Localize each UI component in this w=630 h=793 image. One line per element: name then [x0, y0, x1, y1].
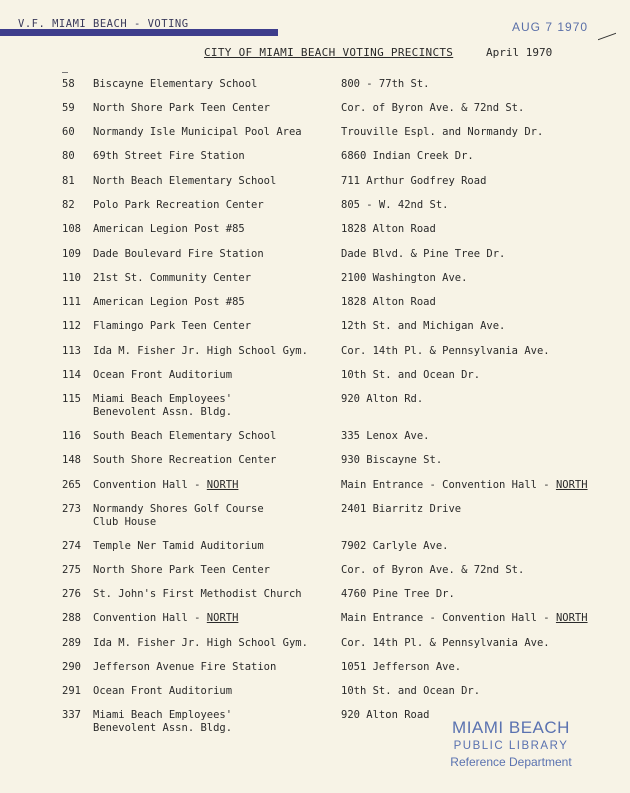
precinct-number: 115 — [62, 393, 81, 405]
precinct-location-emphasis: NORTH — [206, 479, 239, 491]
precinct-address-text: Trouville Espl. and Normandy Dr. — [341, 126, 544, 138]
precinct-address — [341, 479, 601, 492]
precinct-address-emphasis: NORTH — [555, 479, 588, 491]
precinct-location-text: 21st St. Community Center — [93, 272, 252, 284]
precinct-location-text: Ida M. Fisher Jr. High School Gym. — [93, 637, 308, 649]
precinct-location-text: North Shore Park Teen Center — [93, 102, 271, 114]
precinct-address — [341, 150, 601, 163]
precinct-location — [93, 685, 328, 698]
precinct-address-text: 10th St. and Ocean Dr. — [341, 685, 481, 697]
precinct-number: 291 — [62, 685, 81, 697]
precinct-number: 110 — [62, 272, 81, 284]
precinct-location — [93, 150, 328, 163]
precinct-location — [93, 709, 328, 735]
precinct-location-text: South Shore Recreation Center — [93, 454, 277, 466]
precinct-location — [93, 78, 328, 91]
precinct-address — [341, 369, 601, 382]
precinct-address-text: 4760 Pine Tree Dr. — [341, 588, 455, 600]
precinct-location-text: American Legion Post #85 — [93, 223, 245, 235]
precinct-address — [341, 102, 601, 115]
precinct-address-text: 930 Biscayne St. — [341, 454, 443, 466]
precinct-location — [93, 369, 328, 382]
precinct-address — [341, 637, 601, 650]
precinct-number: 58 — [62, 78, 75, 90]
precinct-location-text: Normandy Shores Golf Course Club House — [93, 503, 264, 528]
precinct-address — [341, 430, 601, 443]
precinct-address-text: 1828 Alton Road — [341, 223, 436, 235]
precinct-address — [341, 248, 601, 261]
precinct-location-text: Flamingo Park Teen Center — [93, 320, 252, 332]
library-stamp — [436, 718, 586, 770]
precinct-address-text: Main Entrance - Convention Hall - — [341, 479, 556, 491]
precinct-address-text: 2100 Washington Ave. — [341, 272, 468, 284]
precinct-address — [341, 126, 601, 139]
precinct-location — [93, 661, 328, 674]
precinct-location — [93, 320, 328, 333]
precinct-location-text: Normandy Isle Municipal Pool Area — [93, 126, 302, 138]
precinct-address-text: 7902 Carlyle Ave. — [341, 540, 449, 552]
folder-tab — [0, 14, 278, 36]
precinct-location-text: Polo Park Recreation Center — [93, 199, 264, 211]
precinct-location — [93, 126, 328, 139]
precinct-location — [93, 430, 328, 443]
precinct-address — [341, 223, 601, 236]
precinct-address — [341, 175, 601, 188]
precinct-number: 82 — [62, 199, 75, 211]
precinct-location — [93, 248, 328, 261]
precinct-address-text: 1051 Jefferson Ave. — [341, 661, 462, 673]
precinct-number: 275 — [62, 564, 81, 576]
precinct-number: 274 — [62, 540, 81, 552]
precinct-address-text: 920 Alton Rd. — [341, 393, 424, 405]
precinct-location-text: North Shore Park Teen Center — [93, 564, 271, 576]
precinct-location — [93, 296, 328, 309]
precinct-location-text: Miami Beach Employees' Benevolent Assn. Bldg. — [93, 393, 233, 418]
precinct-address-text: Cor. 14th Pl. & Pennsylvania Ave. — [341, 345, 550, 357]
precinct-number: 290 — [62, 661, 81, 673]
precinct-number: 337 — [62, 709, 81, 721]
precinct-address-text: Dade Blvd. & Pine Tree Dr. — [341, 248, 506, 260]
precinct-number: 273 — [62, 503, 81, 515]
precinct-address — [341, 393, 601, 406]
precinct-address-text: 6860 Indian Creek Dr. — [341, 150, 474, 162]
precinct-location-text: South Beach Elementary School — [93, 430, 277, 442]
document-title: CITY OF MIAMI BEACH VOTING PRECINCTS — [204, 46, 454, 59]
precinct-address — [341, 612, 601, 625]
precinct-number: 114 — [62, 369, 81, 381]
precinct-address-text: 805 - W. 42nd St. — [341, 199, 449, 211]
precinct-location-text: St. John's First Methodist Church — [93, 588, 302, 600]
pencil-mark — [62, 72, 68, 73]
precinct-location — [93, 588, 328, 601]
precinct-location-text: American Legion Post #85 — [93, 296, 245, 308]
folder-tab-label: V.F. MIAMI BEACH - VOTING — [18, 18, 189, 30]
precinct-location — [93, 393, 328, 419]
precinct-location — [93, 272, 328, 285]
precinct-address — [341, 199, 601, 212]
precinct-address-text: 2401 Biarritz Drive — [341, 503, 462, 515]
precinct-address — [341, 540, 601, 553]
precinct-location-text: Temple Ner Tamid Auditorium — [93, 540, 264, 552]
precinct-address-text: 335 Lenox Ave. — [341, 430, 430, 442]
precinct-number: 81 — [62, 175, 75, 187]
precinct-address-text: 10th St. and Ocean Dr. — [341, 369, 481, 381]
precinct-number: 276 — [62, 588, 81, 600]
precinct-location-text: Convention Hall - — [93, 479, 207, 491]
precinct-location — [93, 540, 328, 553]
precinct-address-text: Cor. 14th Pl. & Pennsylvania Ave. — [341, 637, 550, 649]
precinct-number: 148 — [62, 454, 81, 466]
precinct-address-text: Cor. of Byron Ave. & 72nd St. — [341, 102, 525, 114]
precinct-location — [93, 637, 328, 650]
precinct-location — [93, 612, 328, 625]
precinct-address — [341, 320, 601, 333]
precinct-number: 288 — [62, 612, 81, 624]
precinct-location-text: Miami Beach Employees' Benevolent Assn. Bldg. — [93, 709, 233, 734]
precinct-address-text: 920 Alton Road — [341, 709, 430, 721]
precinct-location-emphasis: NORTH — [206, 612, 239, 624]
precinct-address — [341, 503, 601, 516]
precinct-address — [341, 564, 601, 577]
precinct-address — [341, 661, 601, 674]
precinct-location-text: Convention Hall - — [93, 612, 207, 624]
precinct-location — [93, 102, 328, 115]
precinct-number: 289 — [62, 637, 81, 649]
check-mark-icon — [598, 23, 616, 41]
precinct-location — [93, 345, 328, 358]
precinct-address — [341, 345, 601, 358]
precinct-location-text: Biscayne Elementary School — [93, 78, 258, 90]
precinct-location-text: Ocean Front Auditorium — [93, 369, 233, 381]
precinct-address-text: Main Entrance - Convention Hall - — [341, 612, 556, 624]
precinct-address — [341, 296, 601, 309]
precinct-number: 113 — [62, 345, 81, 357]
precinct-location — [93, 223, 328, 236]
library-stamp-line3: Reference Department — [450, 755, 572, 769]
precinct-location — [93, 564, 328, 577]
precinct-address-emphasis: NORTH — [555, 612, 588, 624]
received-date-stamp: AUG 7 1970 — [512, 20, 589, 34]
precinct-number: 116 — [62, 430, 81, 442]
precinct-location — [93, 503, 328, 529]
precinct-address-text: Cor. of Byron Ave. & 72nd St. — [341, 564, 525, 576]
precinct-number: 60 — [62, 126, 75, 138]
precinct-location-text: North Beach Elementary School — [93, 175, 277, 187]
precinct-address-text: 1828 Alton Road — [341, 296, 436, 308]
precinct-address — [341, 272, 601, 285]
precinct-location-text: Dade Boulevard Fire Station — [93, 248, 264, 260]
precinct-address-text: 711 Arthur Godfrey Road — [341, 175, 487, 187]
precinct-number: 59 — [62, 102, 75, 114]
precinct-address-text: 800 - 77th St. — [341, 78, 430, 90]
precinct-location — [93, 454, 328, 467]
precinct-address — [341, 78, 601, 91]
precinct-location-text: Jefferson Avenue Fire Station — [93, 661, 277, 673]
precinct-number: 109 — [62, 248, 81, 260]
document-date: April 1970 — [486, 46, 553, 59]
precinct-number: 111 — [62, 296, 81, 308]
precinct-address — [341, 454, 601, 467]
precinct-number: 108 — [62, 223, 81, 235]
precinct-address — [341, 685, 601, 698]
precinct-number: 265 — [62, 479, 81, 491]
precinct-number: 112 — [62, 320, 81, 332]
precinct-location — [93, 199, 328, 212]
library-stamp-line1: MIAMI BEACH — [452, 718, 570, 737]
precinct-location — [93, 479, 328, 492]
precinct-location-text: Ocean Front Auditorium — [93, 685, 233, 697]
precinct-address — [341, 588, 601, 601]
precinct-location-text: 69th Street Fire Station — [93, 150, 245, 162]
precinct-number: 80 — [62, 150, 75, 162]
precinct-location-text: Ida M. Fisher Jr. High School Gym. — [93, 345, 308, 357]
precinct-address-text: 12th St. and Michigan Ave. — [341, 320, 506, 332]
precinct-location — [93, 175, 328, 188]
library-stamp-line2: PUBLIC LIBRARY — [453, 740, 569, 752]
